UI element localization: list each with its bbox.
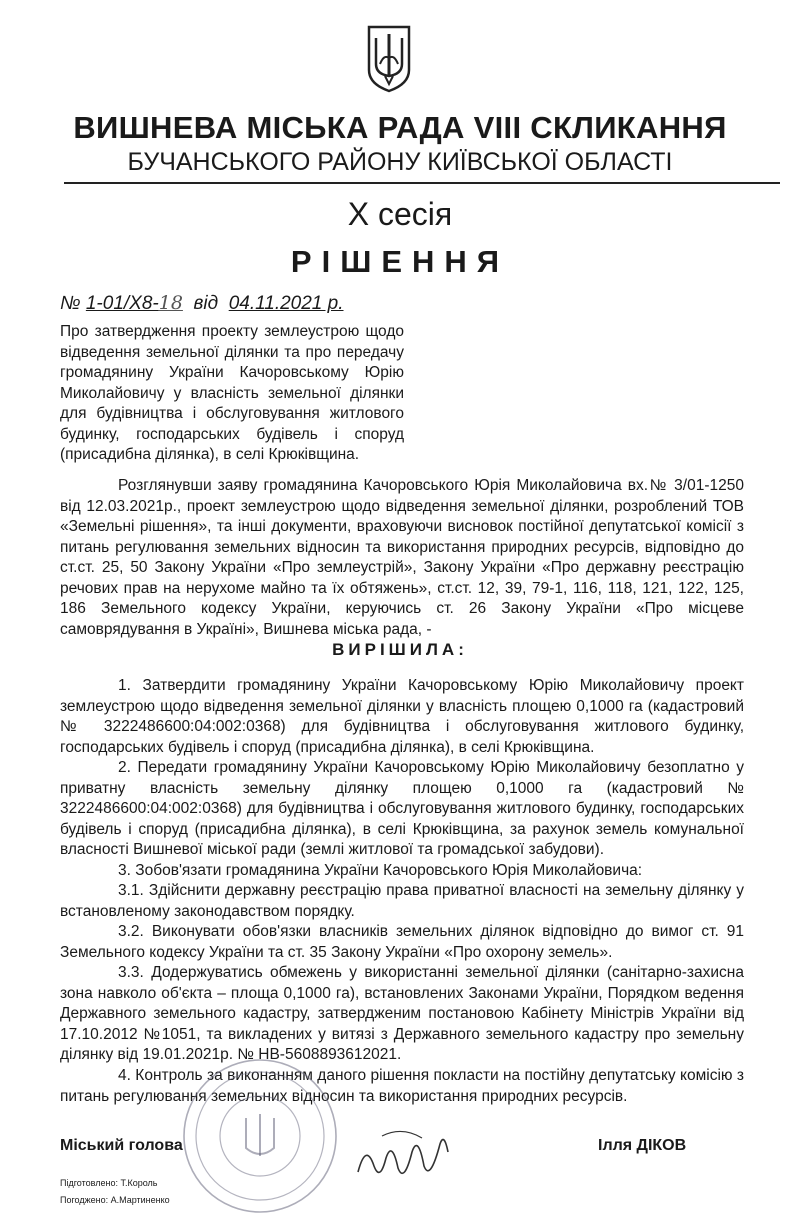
decision-number-line [60, 292, 344, 315]
header-divider [64, 182, 780, 184]
handwritten-signature-icon [352, 1122, 452, 1188]
handwritten-number: 18 [158, 292, 183, 314]
item-3: 3. Зобов'язати громадянина України Качоровського Юрія Миколайовича: [118, 862, 643, 879]
signatory-name: Ілля ДІКОВ [598, 1137, 687, 1154]
item-3-2: 3.2. Виконувати обов'язки власників земельних ділянок відповідно до вимог ст. 91 Земельного кодексу України та ст. 35 Закону України «Про охорону земель». [60, 923, 744, 961]
decision-number: 1-01/Х8- [85, 293, 159, 314]
decision-date: 04.11.2021 р. [228, 293, 344, 314]
agreed-by: Погоджено: А.Мартиненко [60, 1195, 170, 1205]
district-title: БУЧАНСЬКОГО РАЙОНУ КИЇВСЬКОЇ ОБЛАСТІ [127, 148, 673, 176]
council-title: ВИШНЕВА МІСЬКА РАДА VIII СКЛИКАННЯ [73, 110, 727, 145]
trident-emblem-icon [366, 24, 412, 94]
decision-heading: РІШЕННЯ [290, 244, 510, 279]
item-4: 4. Контроль за виконанням даного рішення покласти на постійну депутатську комісію з питань регулювання земельних відносин та використання природних ресурсів. [60, 1067, 744, 1105]
item-2: 2. Передати громадянину України Качоровському Юрію Миколайовичу безоплатно у приватну власність земельну ділянку площею 0,1000 га (кадастровий № 3222486600:04:002:0368) для будівництва і обслуговування житлового будинку, господарських будівель і споруд (присадибна ділянка), в селі Крюківщина, за рахунок земель комунальної власності Вишневої міської ради (землі житлової та громадської забудови). [60, 759, 744, 858]
signatory-position: Міський голова [60, 1137, 183, 1154]
session-title: Х сесія [347, 196, 453, 232]
item-1: 1. Затвердити громадянину України Качоровському Юрію Миколайовичу проект землеустрою щодо відведення земельної ділянки у власність площею 0,1000 га (кадастровий № 3222486600:04:002:0368) для будівництва і обслуговування житлового будинку, господарських будівель і споруд (присадибна ділянка), в селі Крюківщина. [60, 677, 744, 756]
official-seal-icon [180, 1056, 340, 1216]
prepared-by: Підготовлено: Т.Король [60, 1178, 158, 1188]
item-3-3: 3.3. Додержуватись обмежень у використанні земельної ділянки (санітарно-захисна зона навколо об'єкта – площа 0,1000 га), встановлених Законами України, Порядком ведення Державного земельного кадастру, затвердженим постановою Кабінету Міністрів України від 17.10.2012 №1051, та викладених у витязі з Державного земельного кадастру про земельну ділянку від 19.01.2021р. № НВ-5608893612021. [60, 964, 744, 1063]
decision-subject: Про затвердження проекту землеустрою щодо відведення земельної ділянки та про передачу громадянину України Качоровському Юрію Миколайовичу у власність земельної ділянки для будівництва і обслуговування житлового будинку, господарських будівель і споруд (присадибна ділянка), в селі Крюківщина. [60, 323, 404, 463]
item-3-1: 3.1. Здійснити державну реєстрацію права приватної власності на земельну ділянку у встановленому законодавством порядку. [60, 882, 744, 920]
preamble: Розглянувши заяву громадянина Качоровського Юрія Миколайовича вх.№ 3/01-1250 від 12.03.2021р., проект землеустрою щодо відведення земельної ділянки, розроблений ТОВ «Земельні рішення», та інші документи, враховуючи висновок постійної депутатської комісії з питань регулювання земельних відносин та використання природних ресурсів, відповідно до ст.ст. 25, 50 Закону України «Про землеустрій», Закону України «Про державну реєстрацію речових прав на нерухоме майно та їх обтяжень», ст.ст. 12, 39, 79-1, 116, 118, 121, 122, 125, 186 Земельного кодексу України, керуючись ст. 26 Закону України «Про місцеве самоврядування в Україні», Вишнева міська рада, - [60, 477, 744, 638]
number-prefix: № [60, 293, 81, 314]
resolved-heading: ВИРІШИЛА: [332, 640, 468, 659]
date-prefix: від [193, 293, 219, 314]
